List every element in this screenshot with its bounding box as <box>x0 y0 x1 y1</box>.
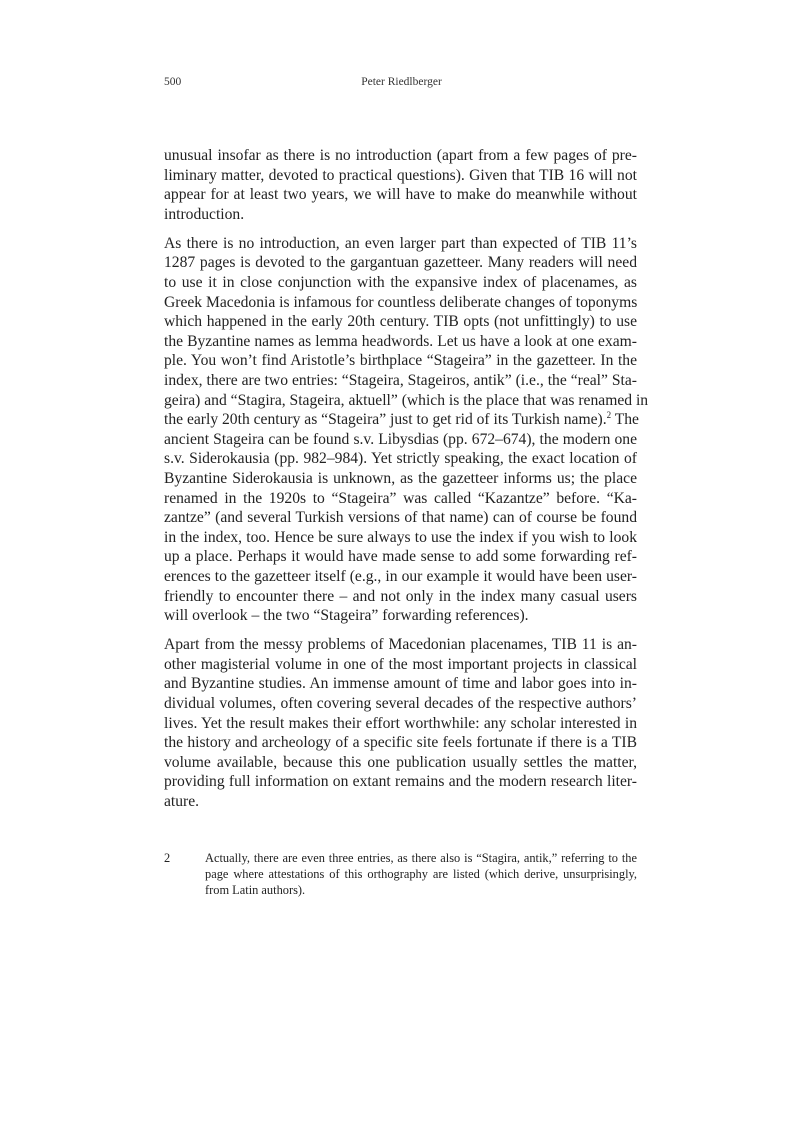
text-line: liminary matter, devoted to practical questions). Given that TIB 16 will not <box>164 166 637 184</box>
text-line: appear for at least two years, we will have to make do meanwhile without <box>164 186 637 204</box>
text-line: friendly to encounter there – and not only in the index many casual users <box>164 587 637 605</box>
body-text <box>164 146 649 821</box>
paragraph-1 <box>164 146 637 224</box>
text-line: erences to the gazetteer itself (e.g., in our example it would have been user- <box>164 567 637 585</box>
text-line: up a place. Perhaps it would have made sense to add some forwarding ref- <box>164 548 637 566</box>
footnote-number: 2 <box>164 851 171 865</box>
text-line: index, there are two entries: “Stageira, Stageiros, antik” (i.e., the “real” Sta- <box>164 372 637 390</box>
text-line: the history and archeology of a specific site feels fortunate if there is a TIB <box>164 734 637 752</box>
text-line: other magisterial volume in one of the most important projects in classical <box>164 655 637 673</box>
text-line: dividual volumes, often covering several decades of the respective authors’ <box>164 695 637 713</box>
text-line: ple. You won’t find Aristotle’s birthplace “Stageira” in the gazetteer. In the <box>164 352 637 370</box>
text-line: Byzantine Siderokausia is unknown, as the gazetteer informs us; the place <box>164 470 637 487</box>
footnote-line: page where attestations of this orthography are listed (which derive, unsurprisingly, <box>205 867 637 881</box>
text-line: 1287 pages is devoted to the gargantuan gazetteer. Many readers will need <box>164 254 637 272</box>
text-line: to use it in close conjunction with the expansive index of placenames, as <box>164 274 637 292</box>
text-line: As there is no introduction, an even larger part than expected of TIB 11’s <box>164 234 637 252</box>
running-head: Peter Riedlberger <box>361 76 442 88</box>
footnote-line: Actually, there are even three entries, as there also is “Stagira, antik,” referring to the <box>205 851 637 865</box>
text-line: volume available, because this one publication usually settles the matter, <box>164 753 637 771</box>
text-line: unusual insofar as there is no introduction (apart from a few pages of pre- <box>164 147 637 164</box>
text-line: providing full information on extant remains and the modern research liter- <box>164 773 637 791</box>
text-line: the Byzantine names as lemma headwords. Let us have a look at one exam- <box>164 332 637 350</box>
text-line: renamed in the 1920s to “Stageira” was called “Kazantze” before. “Ka- <box>164 489 637 507</box>
text-line: introduction. <box>164 205 245 223</box>
footnote-line: from Latin authors). <box>205 883 306 897</box>
text-line <box>164 410 637 430</box>
text-line: in the index, too. Hence be sure always to use the index if you wish to look <box>164 528 637 546</box>
text-segment: the early 20th century as “Stageira” just to get rid of its Turkish name). <box>164 411 607 429</box>
text-line: and Byzantine studies. An immense amount of time and labor goes into in- <box>164 675 637 693</box>
text-line: ature. <box>164 793 200 810</box>
footnote-reference[interactable]: 2 <box>606 410 612 421</box>
text-line: geira) and “Stagira, Stageira, aktuell” (which is the place that was renamed in <box>164 391 649 409</box>
text-line: Greek Macedonia is infamous for countless deliberate changes of toponyms <box>164 293 638 311</box>
paragraph-3 <box>164 635 637 811</box>
text-line: will overlook – the two “Stageira” forwarding references). <box>164 607 529 625</box>
text-line: lives. Yet the result makes their effort worthwhile: any scholar interested in <box>164 714 637 732</box>
page-number: 500 <box>164 76 182 88</box>
footnote-text <box>205 850 637 898</box>
text-line: s.v. Siderokausia (pp. 982–984). Yet strictly speaking, the exact location of <box>164 450 637 468</box>
text-line: zantze” (and several Turkish versions of that name) can of course be found <box>164 509 637 527</box>
paragraph-2 <box>164 234 649 626</box>
text-line: ancient Stageira can be found s.v. Libysdias (pp. 672–674), the modern one <box>164 430 637 448</box>
text-line: which happened in the early 20th century. TIB opts (not unfittingly) to use <box>164 313 637 331</box>
text-line: Apart from the messy problems of Macedonian placenames, TIB 11 is an- <box>164 636 637 654</box>
text-segment: The <box>611 411 639 429</box>
